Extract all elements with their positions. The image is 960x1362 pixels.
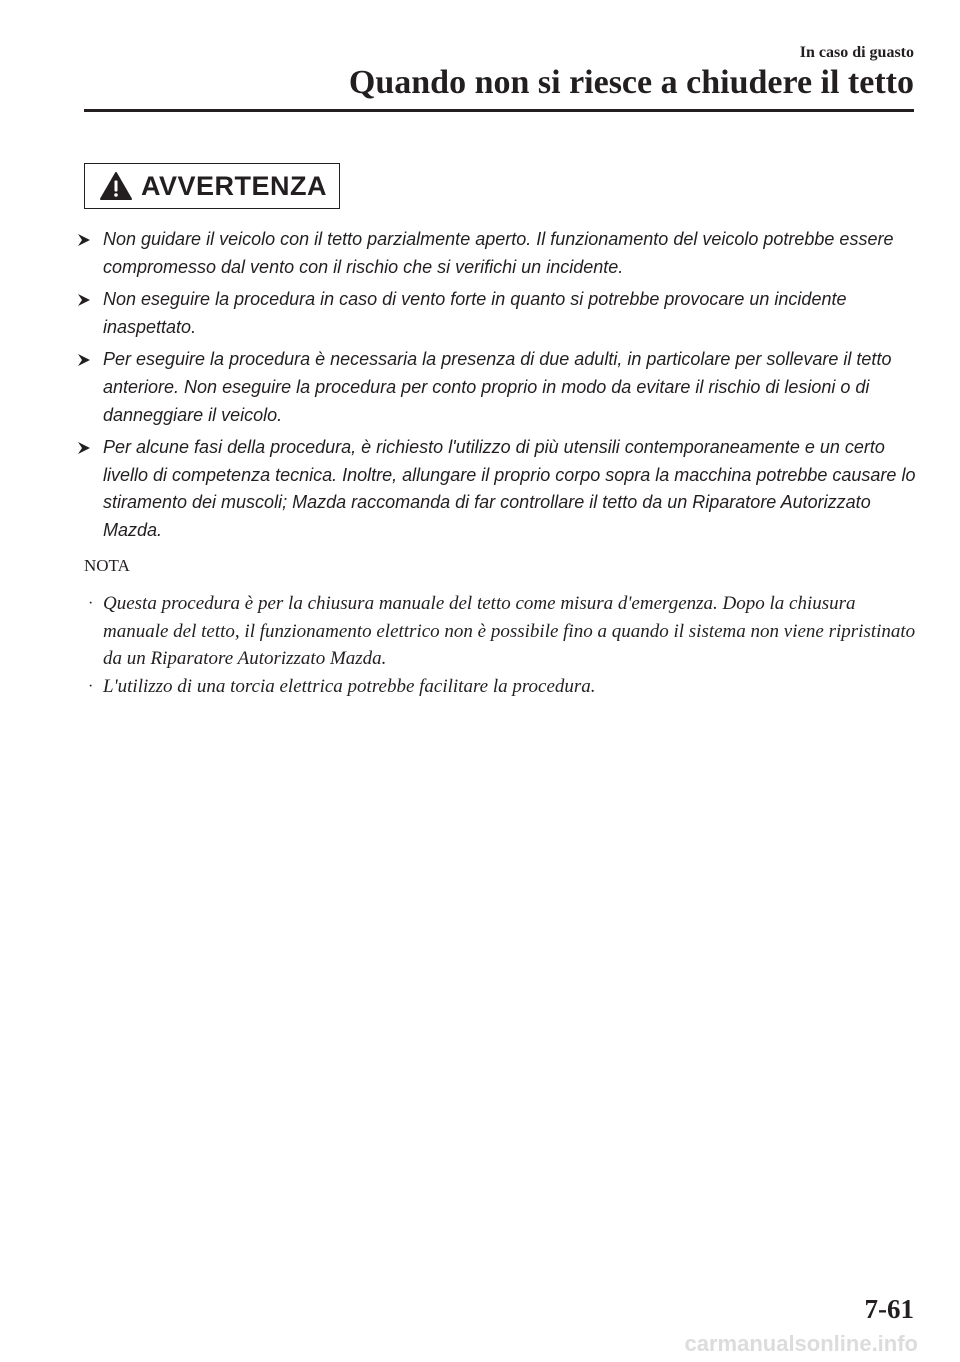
warning-item — [76, 286, 926, 341]
warning-item-text: Non guidare il veicolo con il tetto parzialmente aperto. Il funzionamento del veicolo potrebbe essere compromesso dal vento con il rischio che si verifichi un incidente. — [103, 229, 894, 277]
arrow-right-icon — [77, 293, 91, 307]
note-item-text: Questa procedura è per la chiusura manuale del tetto come misura d'emergenza. Dopo la chiusura manuale del tetto, il funzionamento elettrico non è possibile fino a quando il sistema non viene ripristinato da un Riparatore Autorizzato Mazda. — [103, 593, 916, 670]
page-number: 7-61 — [864, 1294, 914, 1324]
warning-list — [76, 226, 926, 550]
section-title: In caso di guasto — [799, 44, 914, 61]
warning-item — [76, 346, 926, 429]
warning-heading-box — [84, 163, 340, 209]
warning-item — [76, 434, 926, 544]
arrow-right-icon — [77, 233, 91, 247]
note-list — [84, 590, 920, 700]
warning-triangle-icon — [99, 171, 133, 201]
bullet: · — [88, 677, 94, 695]
warning-item — [76, 226, 926, 281]
note-item — [84, 590, 920, 673]
bullet: · — [88, 595, 94, 612]
header-divider — [84, 109, 914, 112]
watermark: carmanualsonline.info — [684, 1331, 918, 1356]
arrow-right-icon — [77, 441, 91, 455]
page-title: Quando non si riesce a chiudere il tetto — [348, 64, 914, 101]
arrow-right-icon — [77, 353, 91, 367]
note-label: NOTA — [84, 556, 130, 575]
note-item — [84, 673, 920, 701]
warning-item-text: Non eseguire la procedura in caso di vento forte in quanto si potrebbe provocare un incidente inaspettato. — [103, 289, 847, 337]
warning-label: AVVERTENZA — [141, 170, 328, 201]
note-item-text: L'utilizzo di una torcia elettrica potrebbe facilitare la procedura. — [103, 675, 596, 697]
warning-item-text: Per alcune fasi della procedura, è richiesto l'utilizzo di più utensili contemporaneamente e un certo livello di competenza tecnica. Inoltre, allungare il proprio corpo sopra la macchina potrebbe causare lo stiramento dei muscoli; Mazda raccomanda di far controllare il tetto da un Riparatore Autorizzato Mazda. — [103, 437, 916, 540]
warning-item-text: Per eseguire la procedura è necessaria la presenza di due adulti, in particolare per sollevare il tetto anteriore. Non eseguire la procedura per conto proprio in modo da evitare il rischio di lesioni o di danneggiare il veicolo. — [103, 349, 892, 425]
